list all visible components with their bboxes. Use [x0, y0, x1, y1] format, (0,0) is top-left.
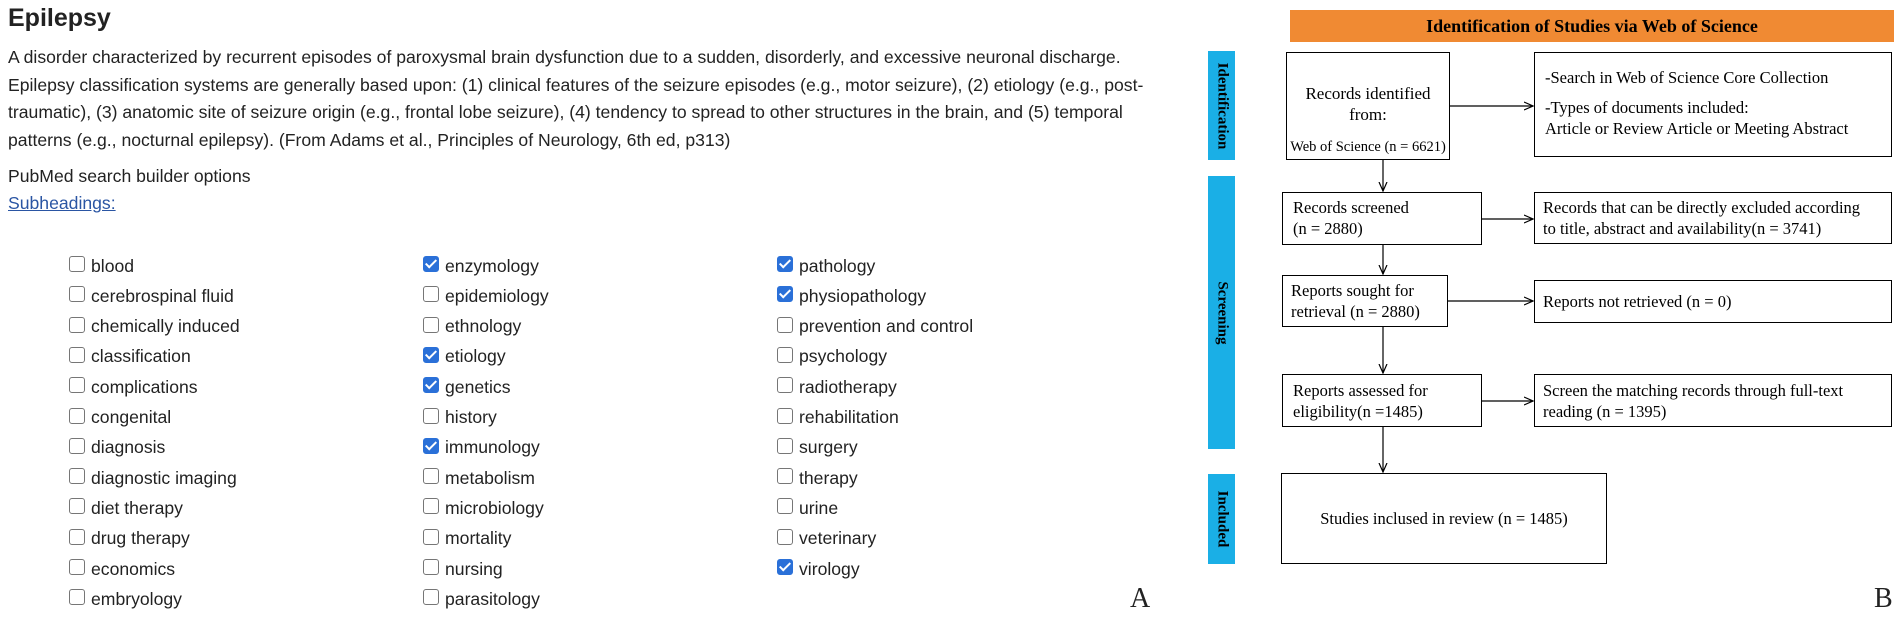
subheading-label: prevention and control — [799, 316, 974, 337]
stage-included-label: Included — [1214, 490, 1230, 548]
subheading-label: chemically induced — [91, 316, 240, 337]
subheading-label: diagnosis — [91, 437, 166, 458]
subheading-label: epidemiology — [445, 285, 549, 306]
sought-line2: retrieval (n = 2880) — [1291, 302, 1420, 321]
subheading-label: psychology — [799, 346, 888, 367]
subheading-label: congenital — [91, 407, 172, 427]
stage-screening-label: Screening — [1214, 280, 1230, 345]
subheading-label: etiology — [445, 346, 506, 367]
subheading-label: microbiology — [445, 497, 544, 518]
panel-letter-b: B — [1874, 583, 1893, 614]
subheading-label: history — [445, 407, 497, 427]
subheading-label: veterinary — [799, 528, 877, 549]
subheading-label: complications — [91, 376, 198, 397]
subheading-label: physiopathology — [799, 285, 927, 306]
subheading-label: radiotherapy — [799, 376, 897, 397]
panel-letter-a: A — [1130, 583, 1151, 614]
flow-header: Identification of Studies via Web of Science — [1290, 10, 1894, 42]
subheading-label: cerebrospinal fluid — [91, 285, 234, 306]
subheading-label: rehabilitation — [799, 407, 899, 427]
search-builder-label: PubMed search builder options — [8, 166, 251, 186]
page-title: Epilepsy — [8, 4, 111, 32]
subheading-label: parasitology — [445, 588, 540, 609]
subheading-label: therapy — [799, 467, 858, 488]
identified-line2: Web of Science (n = 6621) — [1290, 139, 1446, 155]
subheading-label: economics — [91, 558, 176, 579]
stage-identification-label: Identification — [1214, 62, 1230, 149]
fulltext-line1: Screen the matching records through full-text — [1543, 381, 1844, 400]
subheading-label: ethnology — [445, 316, 522, 337]
subheadings-link[interactable]: Subheadings: — [8, 193, 116, 213]
excluded-line2: to title, abstract and availability(n = 3741) — [1543, 219, 1822, 238]
screened-line2: (n = 2880) — [1293, 219, 1363, 238]
subheading-label: genetics — [445, 376, 511, 397]
subheading-label: immunology — [445, 437, 540, 458]
included-text: Studies inclused in review (n = 1485) — [1320, 509, 1568, 528]
sought-line1: Reports sought for — [1291, 281, 1414, 300]
not-retrieved-text: Reports not retrieved (n = 0) — [1543, 292, 1732, 311]
assessed-line2: eligibility(n =1485) — [1293, 402, 1423, 421]
subheading-label: diet therapy — [91, 497, 183, 518]
subheading-label: classification — [91, 346, 191, 367]
subheading-label: urine — [799, 497, 839, 518]
term-description: A disorder characterized by recurrent episodes of paroxysmal brain dysfunction due to a sudden, disorderly, and excessive neuronal discharge. Epilepsy classification systems are generally based upon: (1) clinical features of the seizure episodes (e.g., motor seizure), (2) etiology (e.g., post-traumatic), (3) anatomic site of seizure origin (e.g., frontal lobe seizure), (4) tendency to spread to other structures in the brain, and (5) temporal patterns (e.g., nocturnal epilepsy). (From Adams et al., Principles of Neurology, 6th ed, p313) — [8, 47, 1144, 150]
subheading-label: diagnostic imaging — [91, 467, 237, 488]
subheading-label: mortality — [445, 528, 512, 549]
subheading-label: nursing — [445, 558, 503, 579]
subheading-label: pathology — [799, 255, 876, 276]
identified-line1: Records identified from: — [1305, 84, 1431, 124]
fulltext-line2: reading (n = 1395) — [1543, 402, 1667, 421]
subheading-label: enzymology — [445, 255, 539, 276]
search-note-line1: -Search in Web of Science Core Collection — [1545, 68, 1829, 87]
assessed-line1: Reports assessed for — [1293, 381, 1428, 400]
search-note-line3: Article or Review Article or Meeting Abstract — [1545, 119, 1849, 138]
subheading-label: drug therapy — [91, 528, 190, 549]
subheading-label: virology — [799, 558, 860, 579]
subheading-label: blood — [91, 255, 135, 276]
subheading-label: metabolism — [445, 467, 535, 488]
excluded-line1: Records that can be directly excluded according — [1543, 198, 1861, 217]
subheading-label: embryology — [91, 588, 182, 609]
subheading-label: surgery — [799, 437, 858, 458]
search-note-line2: -Types of documents included: — [1545, 98, 1749, 117]
screened-line1: Records screened — [1293, 198, 1409, 217]
